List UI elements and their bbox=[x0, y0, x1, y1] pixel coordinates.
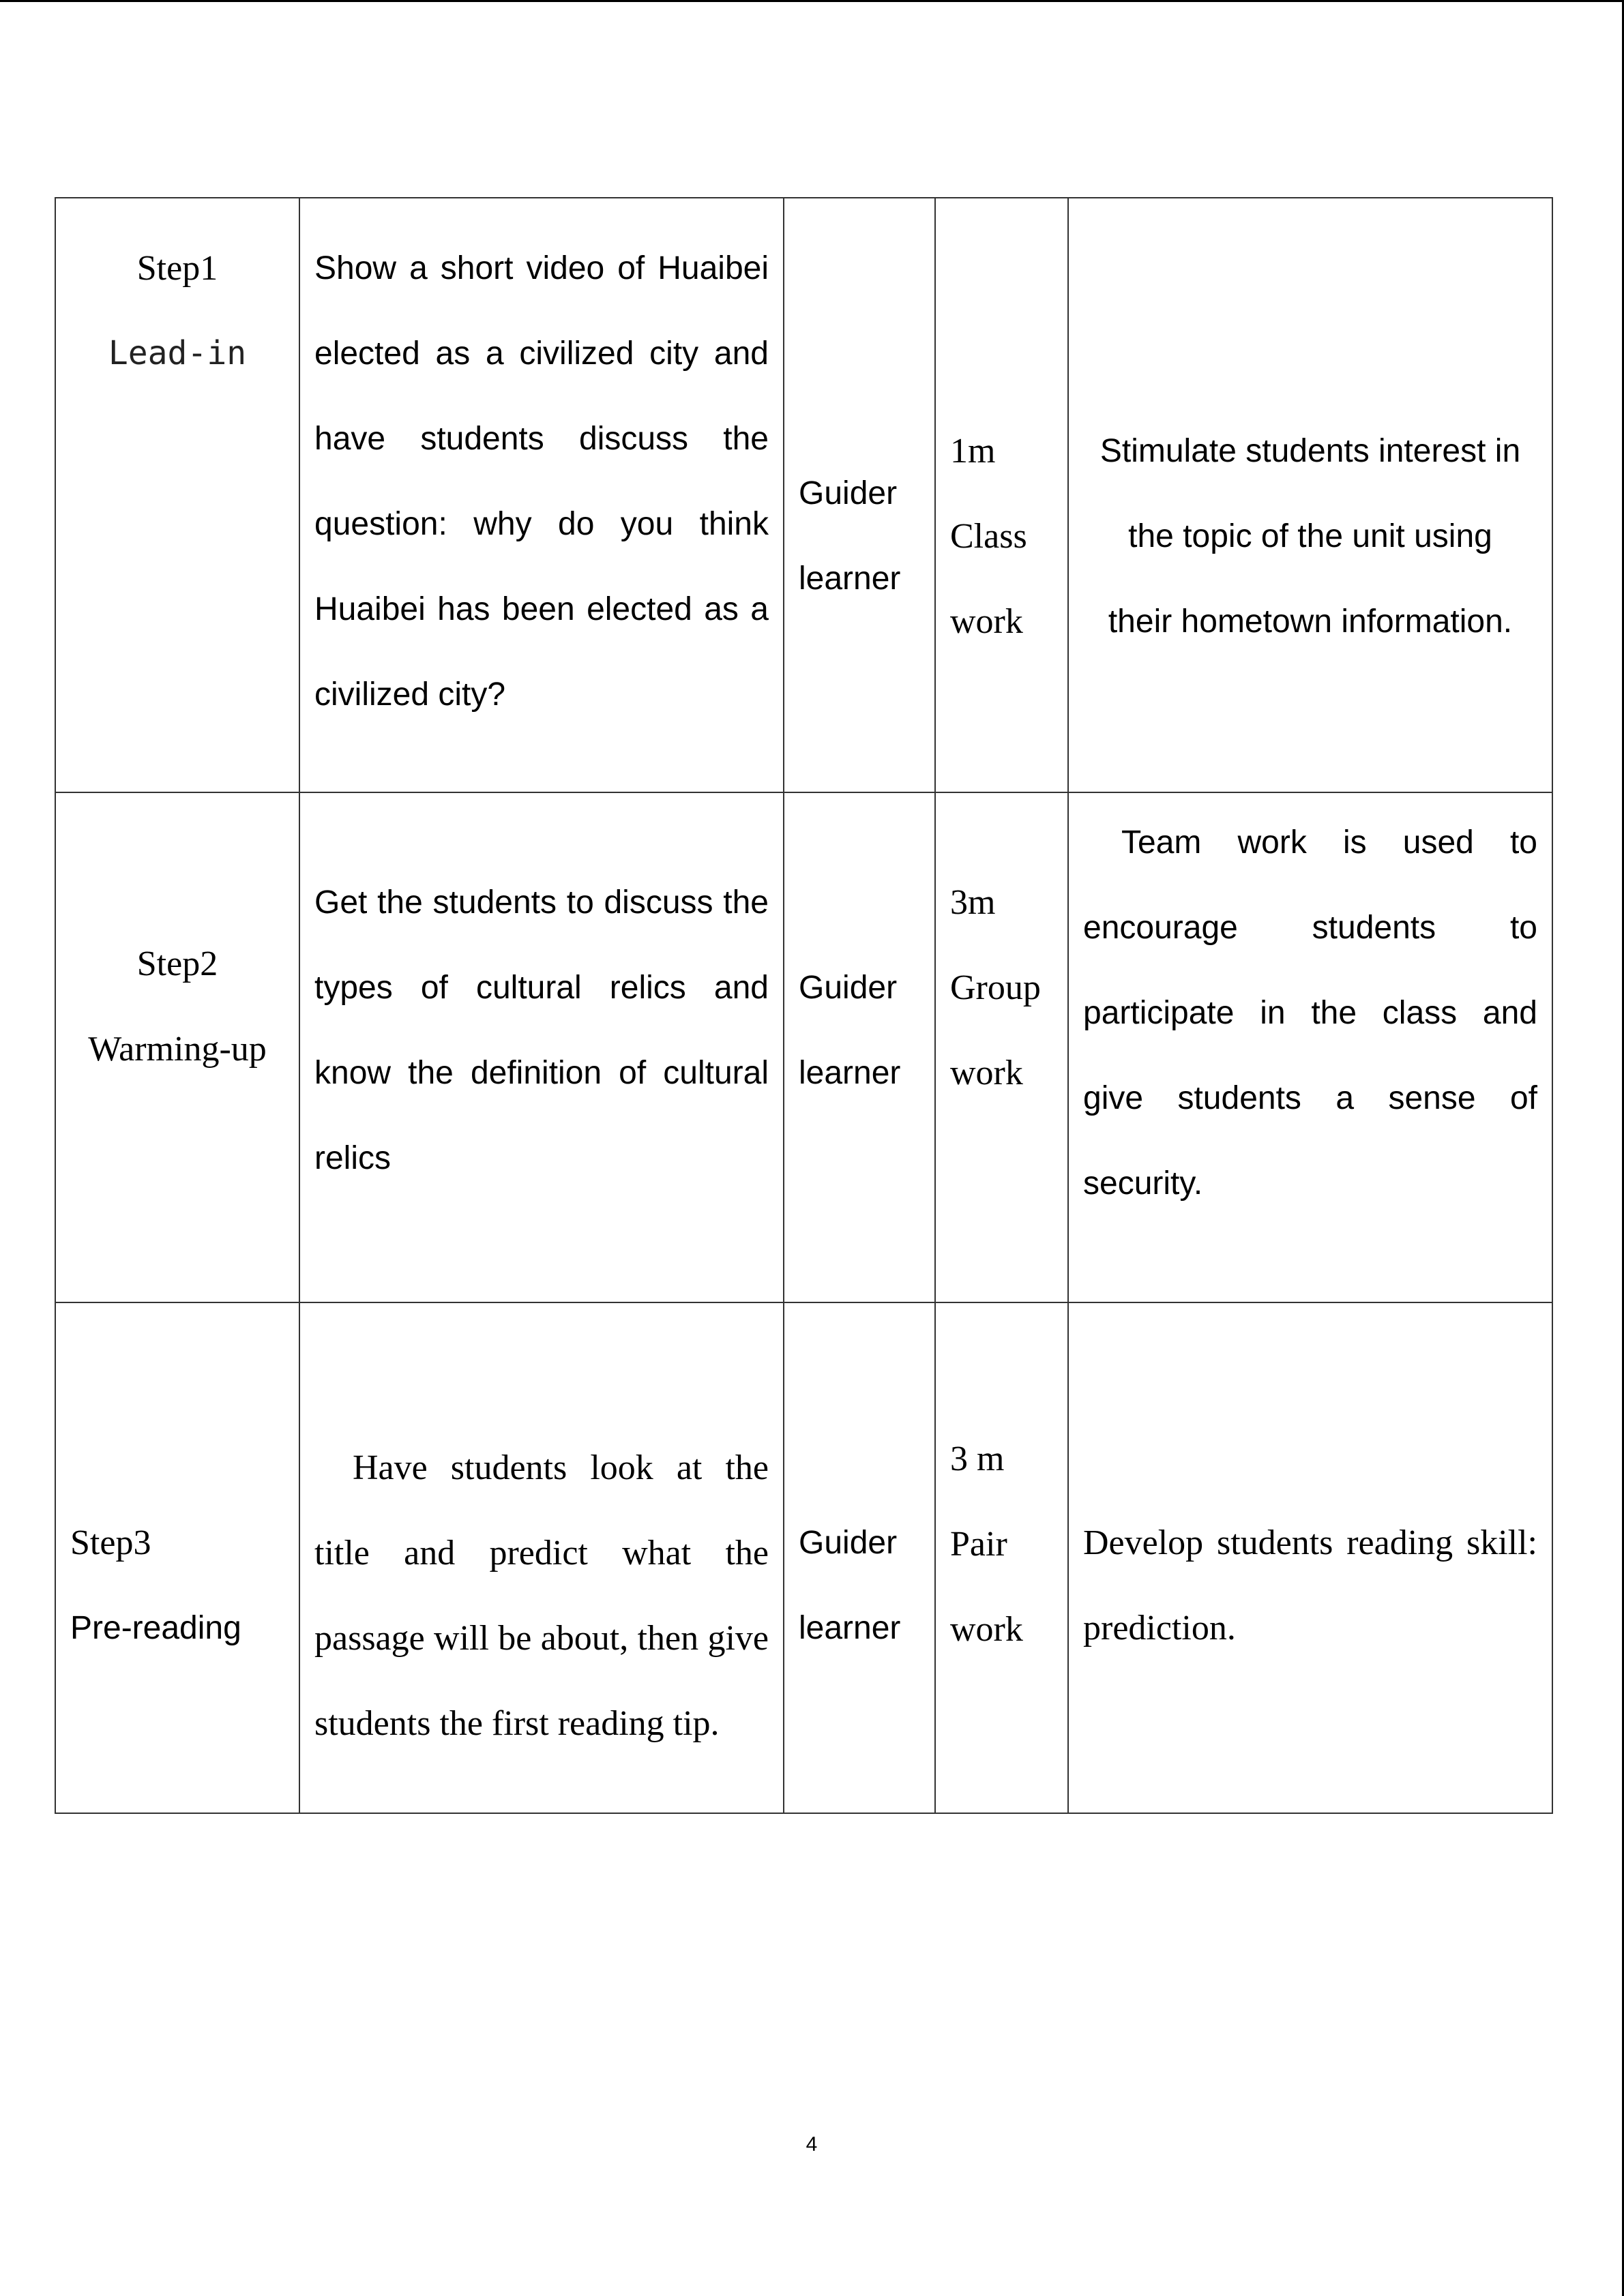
activity-cell bbox=[299, 792, 784, 1302]
activity-text: Have students look at the title and predict what the passage will be about, then give students the first reading tip. bbox=[314, 1448, 769, 1743]
step-cell bbox=[55, 198, 299, 792]
step-cell bbox=[55, 1302, 299, 1813]
purpose-cell bbox=[1068, 1302, 1552, 1813]
table-row bbox=[55, 792, 1552, 1302]
role-guider: Guider bbox=[799, 970, 898, 1006]
mode-label: Pair bbox=[950, 1525, 1007, 1564]
role-learner: learner bbox=[799, 1609, 901, 1646]
role-guider: Guider bbox=[799, 475, 898, 511]
time-mode-cell bbox=[935, 198, 1068, 792]
purpose-text: Team work is used to encourage students to participate in the class and give students a sense of security. bbox=[1083, 824, 1537, 1202]
step-cell bbox=[55, 792, 299, 1302]
activity-text: Get the students to discuss the types of cultural relics and know the definition of cultural relics bbox=[314, 884, 769, 1176]
activity-text: Show a short video of Huaibei elected as a civilized city and have students discuss the question: why do you think Huaibei has been elected as a civilized city? bbox=[314, 250, 769, 713]
role-cell bbox=[784, 198, 935, 792]
role-guider: Guider bbox=[799, 1524, 898, 1561]
lesson-plan-table bbox=[55, 197, 1553, 1814]
mode-label-work: work bbox=[950, 1610, 1023, 1649]
mode-label: Class bbox=[950, 516, 1027, 556]
role-learner: learner bbox=[799, 1055, 901, 1091]
purpose-cell bbox=[1068, 198, 1552, 792]
stage-label: Warming-up bbox=[88, 1030, 267, 1069]
time-value: 1m bbox=[950, 431, 996, 471]
activity-cell bbox=[299, 1302, 784, 1813]
table-row bbox=[55, 198, 1552, 792]
time-value: 3m bbox=[950, 882, 996, 922]
purpose-text: Develop students reading skill: prediction. bbox=[1083, 1523, 1537, 1648]
stage-label: Lead-in bbox=[108, 334, 247, 372]
page-top-edge bbox=[0, 0, 1624, 2]
step-label: Step3 bbox=[70, 1523, 151, 1562]
step-label: Step1 bbox=[136, 249, 218, 288]
time-mode-cell bbox=[935, 1302, 1068, 1813]
step-label: Step2 bbox=[136, 944, 218, 983]
stage-label: Pre-reading bbox=[70, 1609, 241, 1646]
activity-cell bbox=[299, 198, 784, 792]
role-cell bbox=[784, 1302, 935, 1813]
role-learner: learner bbox=[799, 561, 901, 597]
table-row bbox=[55, 1302, 1552, 1813]
time-mode-cell bbox=[935, 792, 1068, 1302]
role-cell bbox=[784, 792, 935, 1302]
time-value: 3 m bbox=[950, 1440, 1005, 1478]
purpose-cell bbox=[1068, 792, 1552, 1302]
mode-label-work: work bbox=[950, 601, 1023, 641]
mode-label: Group bbox=[950, 968, 1041, 1007]
purpose-text: Stimulate students interest in the topic of the unit using their hometown information. bbox=[1099, 432, 1521, 640]
mode-label-work: work bbox=[950, 1053, 1023, 1092]
page-number: 4 bbox=[806, 2133, 818, 2156]
